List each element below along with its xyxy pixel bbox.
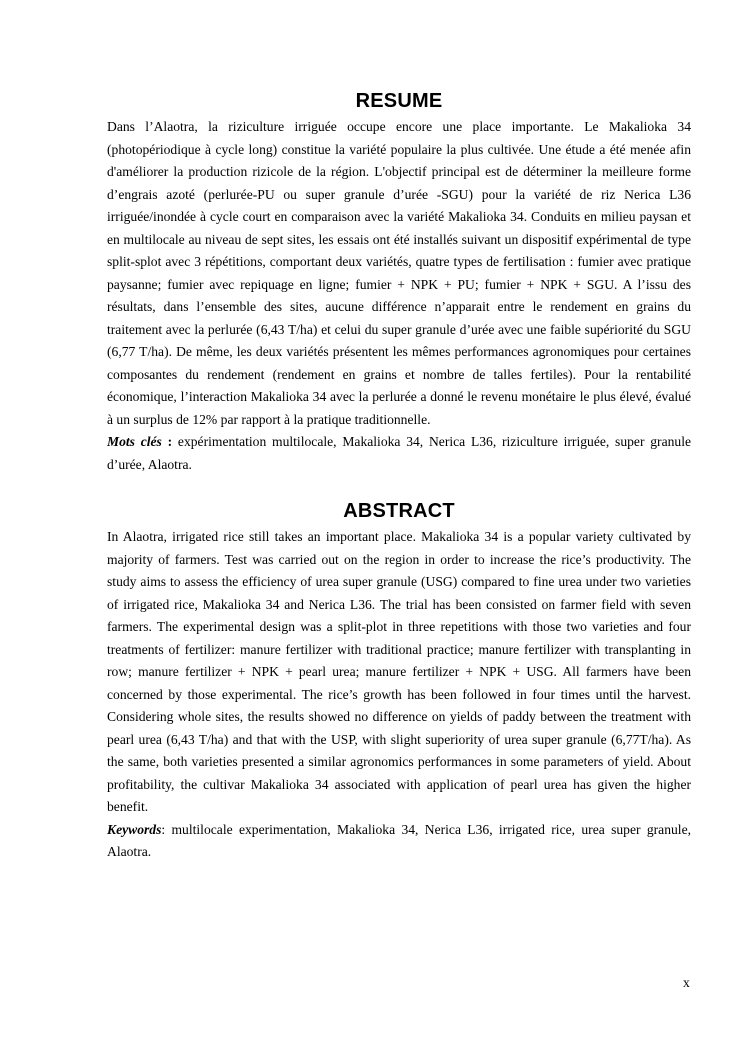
resume-section: [107, 88, 691, 476]
abstract-keywords-text: multilocale experimentation, Makalioka 34, Nerica L36, irrigated rice, urea super granule, Alaotra.: [107, 821, 691, 859]
abstract-heading: ABSTRACT: [343, 500, 455, 522]
abstract-keywords-label: Keywords: [107, 821, 162, 837]
resume-keywords-text: expérimentation multilocale, Makalioka 34, Nerica L36, riziculture irriguée, super granule d’urée, Alaotra.: [107, 434, 692, 472]
resume-heading: RESUME: [355, 90, 443, 112]
abstract-section: [107, 498, 691, 864]
resume-keywords: [107, 431, 691, 476]
resume-keywords-label: Mots clés: [107, 434, 162, 449]
abstract-keywords-separator: :: [161, 821, 172, 837]
resume-keywords-separator: :: [161, 434, 178, 449]
abstract-keywords: [107, 819, 691, 864]
abstract-body: In Alaotra, irrigated rice still takes an important place. Makalioka 34 is a popular variety cultivated by majority of farmers. Test was carried out on the region in order to increase the rice’s productivity. The study aims to assess the efficiency of urea super granule (USG) compared to fine urea under two varieties of irrigated rice, Makalioka 34 and Nerica L36. The trial has been consisted on farmer field with seven farmers. The experimental design was a split-plot in three repetitions with those two varieties and four treatments of fertilizer: manure fertilizer with traditional practice; manure fertilizer with transplanting in row; manure fertilizer + NPK + pearl urea; manure fertilizer + NPK + USG. All farmers have been concerned by those experimental. The rice’s growth has been followed in four times until the harvest. Considering whole sites, the results showed no difference on yields of paddy between the treatment with pearl urea (6,43 T/ha) and that with the USP, with slight superiority of urea super granule (6,77T/ha). As the same, both varieties presented a similar agronomics performances in some parameters of yield. About profitability, the cultivar Makalioka 34 associated with application of pearl urea has given the higher benefit.: [107, 529, 691, 814]
page-number: x: [683, 975, 690, 990]
document-page: [107, 88, 691, 864]
resume-body: Dans l’Alaotra, la riziculture irriguée occupe encore une place importante. Le Makalioka 34 (photopériodique à cycle long) constitue la variété populaire la plus cultivée. Une étude a été menée afin d'améliorer la production rizicole de la région. L'objectif principal est de déterminer la meilleure forme d’engrais azoté (perlurée-PU ou super granule d’urée -SGU) pour la variété de riz Nerica L36 irriguée/inondée à cycle court en comparaison avec la variété Makalioka 34. Conduits en milieu paysan et en multilocale au niveau de sept sites, les essais ont été installés suivant un dispositif expérimental de type split-splot avec 3 répétitions, comportant deux variétés, quatre types de fertilisation : fumier avec pratique paysanne; fumier avec repiquage en ligne; fumier + NPK + PU; fumier + NPK + SGU. A l’issu des résultats, dans l’ensemble des sites, aucune différence n’apparait entre le rendement en grains du traitement avec la perlurée (6,43 T/ha) et celui du super granule d’urée avec une faible supériorité du SGU (6,77 T/ha). De même, les deux variétés présentent les mêmes performances agronomiques pour certaines composantes du rendement (rendement en grains et nombre de talles fertiles). Pour la rentabilité économique, l’interaction Makalioka 34 avec la perlurée a donné le revenu monétaire le plus élevé, évalué à un surplus de 12% par rapport à la pratique traditionnelle.: [107, 119, 691, 427]
section-gap: [107, 476, 691, 498]
